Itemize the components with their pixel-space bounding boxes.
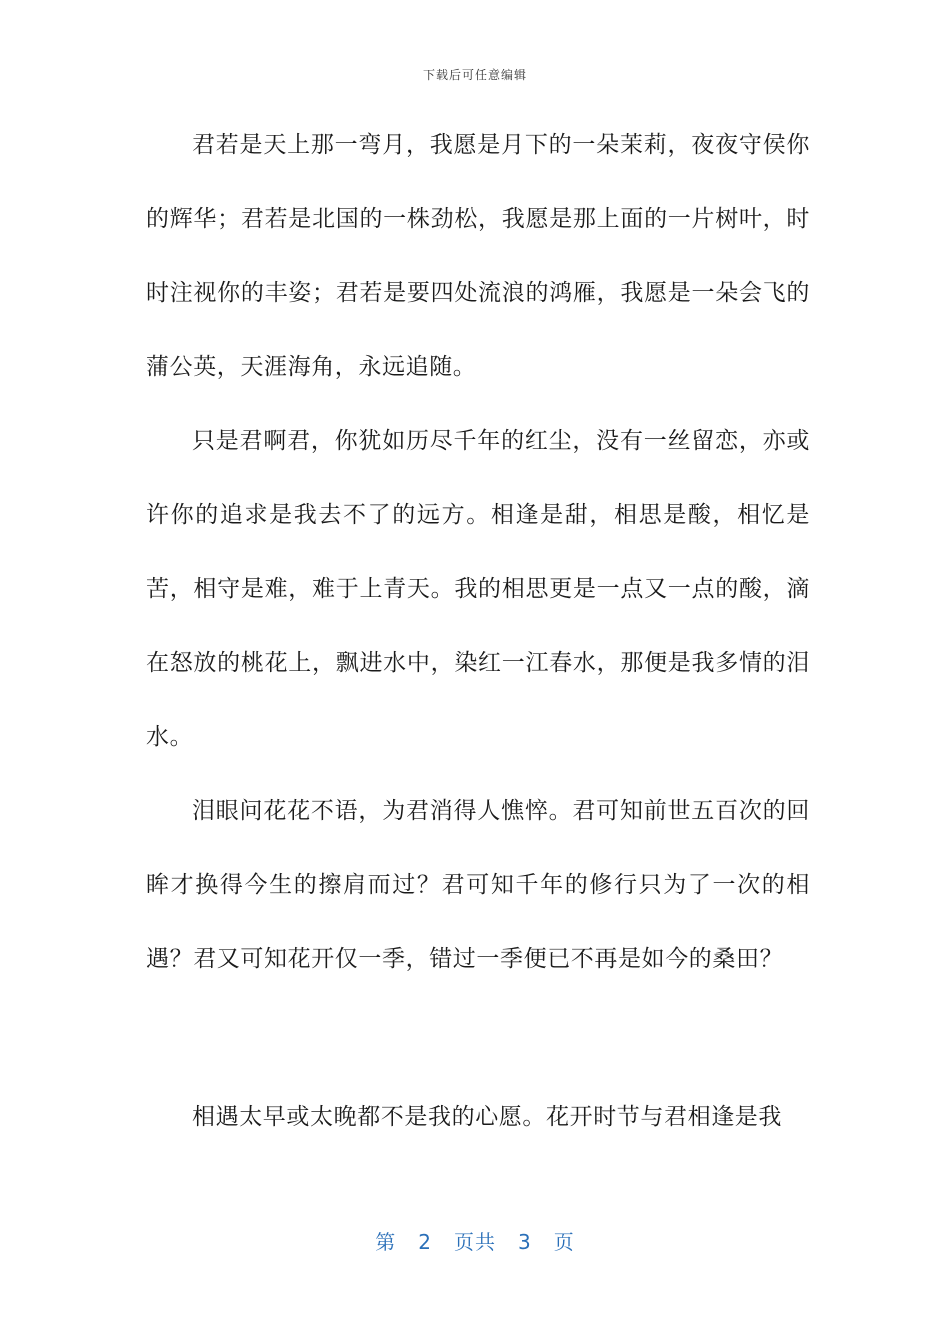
paragraph-3: 泪眼问花花不语，为君消得人憔悴。君可知前世五百次的回眸才换得今生的擦肩而过？君可知千年的修行只为了一次的相遇？君又可知花开仅一季，错过一季便已不再是如今的桑田？ [146,798,810,972]
paragraph-4: 相遇太早或太晚都不是我的心愿。花开时节与君相逢是我 [192,1104,782,1130]
footer-total-pages: 3 [518,1230,532,1254]
footer-current-page: 2 [418,1230,432,1254]
footer-suffix: 页 [553,1230,575,1254]
paragraph-2: 只是君啊君，你犹如历尽千年的红尘，没有一丝留恋，亦或许你的追求是我去不了的远方。相逢是甜，相思是酸，相忆是苦，相守是难，难于上青天。我的相思更是一点又一点的酸，滴在怒放的桃花上，飘进水中，染红一江春水，那便是我多情的泪水。 [146,428,810,750]
document-body [146,108,810,996]
footer-middle: 页共 [454,1230,496,1254]
page-footer [0,1226,950,1255]
paragraph-1: 君若是天上那一弯月，我愿是月下的一朵茉莉，夜夜守侯你的辉华；君若是北国的一株劲松，我愿是那上面的一片树叶，时时注视你的丰姿；君若是要四处流浪的鸿雁，我愿是一朵会飞的蒲公英，天涯海角，永远追随。 [146,132,810,380]
header-note: 下载后可任意编辑 [422,68,527,82]
document-body-continued [146,1080,810,1154]
footer-prefix: 第 [375,1230,397,1254]
